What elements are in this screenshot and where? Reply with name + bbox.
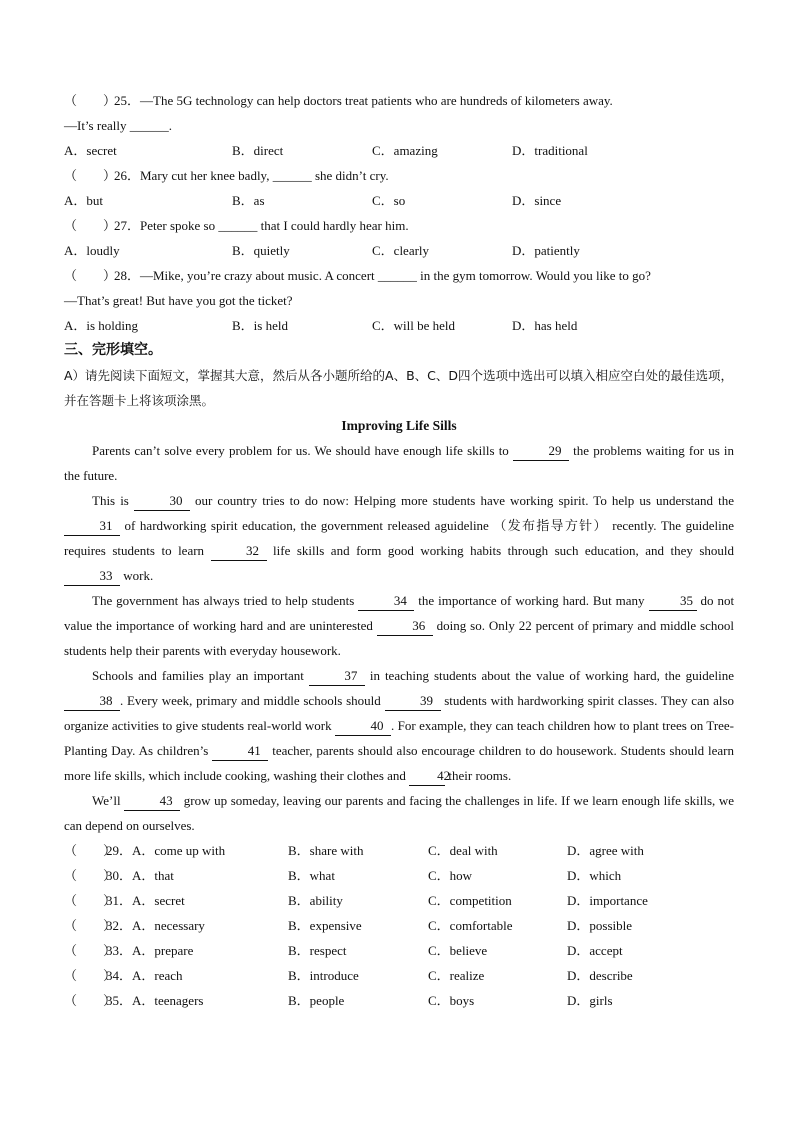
- question-27: [64, 213, 734, 238]
- option-d[interactable]: D．possible: [567, 918, 633, 933]
- exam-page: [64, 88, 734, 1013]
- blank-33: 33: [64, 567, 120, 586]
- option-a[interactable]: A．loudly: [64, 243, 120, 258]
- answer-paren[interactable]: （ ）: [64, 968, 117, 983]
- option-c[interactable]: C．deal with: [428, 843, 498, 858]
- option-b[interactable]: B．is held: [232, 318, 288, 333]
- option-b[interactable]: B．as: [232, 193, 265, 208]
- cloze-question-35: [64, 988, 734, 1013]
- cloze-options-list: [64, 838, 734, 1013]
- passage-paragraph-2: This is 30 our country tries to do now: Helping more students have working spirit. To help us understand the 31 of hardworking spirit education, the government released aguideline （发布指导方针） recently. The guideline requires students to learn 32 life skills and form good working habits through such education, and they should 33 work.: [64, 488, 734, 588]
- option-a[interactable]: 35．A．teenagers: [106, 993, 204, 1008]
- option-a[interactable]: A．secret: [64, 143, 117, 158]
- option-c[interactable]: C．so: [372, 193, 406, 208]
- option-a[interactable]: A．is holding: [64, 318, 139, 333]
- blank-36: 36: [377, 617, 433, 636]
- question-stem: 28．—Mike, you’re crazy about music. A concert ______ in the gym tomorrow. Would you like to go?: [114, 268, 651, 283]
- option-a[interactable]: 32．A．necessary: [106, 918, 205, 933]
- question-28-options: [64, 313, 734, 338]
- option-d[interactable]: D．agree with: [567, 843, 644, 858]
- passage-paragraph-5: We’ll 43 grow up someday, leaving our parents and facing the challenges in life. If we learn enough life skills, we can depend on ourselves.: [64, 793, 735, 833]
- blank-34: 34: [358, 592, 414, 611]
- answer-paren[interactable]: （ ）: [64, 168, 117, 183]
- question-stem: 25．—The 5G technology can help doctors treat patients who are hundreds of kilometers away.: [114, 93, 613, 108]
- option-a[interactable]: A．but: [64, 193, 104, 208]
- blank-37: 37: [309, 667, 365, 686]
- passage-paragraph-4: Schools and families play an important 37 in teaching students about the value of working hard, the guideline 38 . Every week, primary and middle schools should 39 students with hardworking spirit classes. They can also organize activities to give students real-world work 40 . For example, they can teach children how to plant trees on Tree-Planting Day. As children’s 41 teacher, parents should also encourage children to do housework. Students should learn more life skills, which include cooking, washing their clothes and 42 their rooms.: [64, 663, 734, 788]
- answer-paren[interactable]: （ ）: [64, 268, 117, 283]
- blank-38: 38: [64, 692, 120, 711]
- answer-paren[interactable]: （ ）: [64, 918, 117, 933]
- option-c[interactable]: C．clearly: [372, 243, 430, 258]
- option-c[interactable]: C．competition: [428, 893, 512, 908]
- question-27-options: [64, 238, 734, 263]
- passage-paragraph-1: Parents can’t solve every problem for us. We should have enough life skills to 29 the problems waiting for us in the future.: [64, 443, 735, 483]
- blank-30: 30: [134, 492, 190, 511]
- question-25-options: [64, 138, 734, 163]
- answer-paren[interactable]: （ ）: [64, 993, 117, 1008]
- option-d[interactable]: D．has held: [512, 318, 578, 333]
- blank-39: 39: [385, 692, 441, 711]
- option-d[interactable]: D．since: [512, 193, 562, 208]
- option-c[interactable]: C．comfortable: [428, 918, 513, 933]
- answer-paren[interactable]: （ ）: [64, 868, 117, 883]
- option-d[interactable]: D．traditional: [512, 143, 588, 158]
- option-c[interactable]: C．amazing: [372, 143, 438, 158]
- option-c[interactable]: C．will be held: [372, 318, 456, 333]
- blank-40: 40: [335, 717, 391, 736]
- option-d[interactable]: D．which: [567, 868, 622, 883]
- cloze-question-29: [64, 838, 734, 863]
- option-b[interactable]: B．direct: [232, 143, 284, 158]
- option-a[interactable]: 33．A．prepare: [106, 943, 194, 958]
- question-25-reply: —It’s really ______.: [64, 118, 172, 133]
- option-b[interactable]: B．share with: [288, 843, 364, 858]
- cloze-question-30: [64, 863, 734, 888]
- cloze-question-31: [64, 888, 734, 913]
- section-heading: 三、完形填空。: [64, 342, 162, 358]
- answer-paren[interactable]: （ ）: [64, 943, 117, 958]
- section-instruction: A）请先阅读下面短文，掌握其大意，然后从各小题所给的A、B、C、D四个选项中选出可以填入相应空白处的最佳选项，并在答题卡上将该项涂黑。: [64, 368, 734, 408]
- option-b[interactable]: B．ability: [288, 893, 343, 908]
- blank-43: 43: [124, 792, 180, 811]
- option-a[interactable]: 30．A．that: [106, 868, 174, 883]
- blank-32: 32: [211, 542, 267, 561]
- option-a[interactable]: 29．A．come up with: [106, 843, 226, 858]
- question-28-reply: —That’s great! But have you got the ticket?: [64, 293, 293, 308]
- option-b[interactable]: B．what: [288, 868, 335, 883]
- question-28: [64, 263, 734, 288]
- blank-35: 35: [649, 592, 697, 611]
- option-a[interactable]: 31．A．secret: [106, 893, 185, 908]
- option-b[interactable]: B．people: [288, 993, 345, 1008]
- option-a[interactable]: 34．A．reach: [106, 968, 183, 983]
- option-c[interactable]: C．realize: [428, 968, 485, 983]
- answer-paren[interactable]: （ ）: [64, 843, 117, 858]
- blank-42: 42: [409, 767, 445, 786]
- question-stem: 26．Mary cut her knee badly, ______ she didn’t cry.: [114, 168, 389, 183]
- answer-paren[interactable]: （ ）: [64, 893, 117, 908]
- option-d[interactable]: D．patiently: [512, 243, 580, 258]
- answer-paren[interactable]: （ ）: [64, 93, 117, 108]
- option-d[interactable]: D．accept: [567, 943, 623, 958]
- passage-title: Improving Life Sills: [341, 418, 457, 433]
- option-b[interactable]: B．quietly: [232, 243, 290, 258]
- option-c[interactable]: C．how: [428, 868, 473, 883]
- option-b[interactable]: B．respect: [288, 943, 347, 958]
- option-b[interactable]: B．expensive: [288, 918, 362, 933]
- question-stem: 27．Peter spoke so ______ that I could hardly hear him.: [114, 218, 409, 233]
- blank-31: 31: [64, 517, 120, 536]
- option-d[interactable]: D．importance: [567, 893, 648, 908]
- blank-41: 41: [212, 742, 268, 761]
- option-c[interactable]: C．believe: [428, 943, 488, 958]
- question-25: [64, 88, 734, 113]
- question-26-options: [64, 188, 734, 213]
- cloze-question-33: [64, 938, 734, 963]
- option-c[interactable]: C．boys: [428, 993, 475, 1008]
- cloze-question-34: [64, 963, 734, 988]
- option-d[interactable]: D．describe: [567, 968, 633, 983]
- blank-29: 29: [513, 442, 569, 461]
- option-d[interactable]: D．girls: [567, 993, 613, 1008]
- answer-paren[interactable]: （ ）: [64, 218, 117, 233]
- option-b[interactable]: B．introduce: [288, 968, 359, 983]
- passage-paragraph-3: The government has always tried to help students 34 the importance of working hard. But many 35 do not value the importance of working hard and are uninterested 36 doing so. Only 22 percent of primary and middle school students help their parents with everyday housework.: [64, 593, 735, 658]
- question-26: [64, 163, 734, 188]
- cloze-question-32: [64, 913, 734, 938]
